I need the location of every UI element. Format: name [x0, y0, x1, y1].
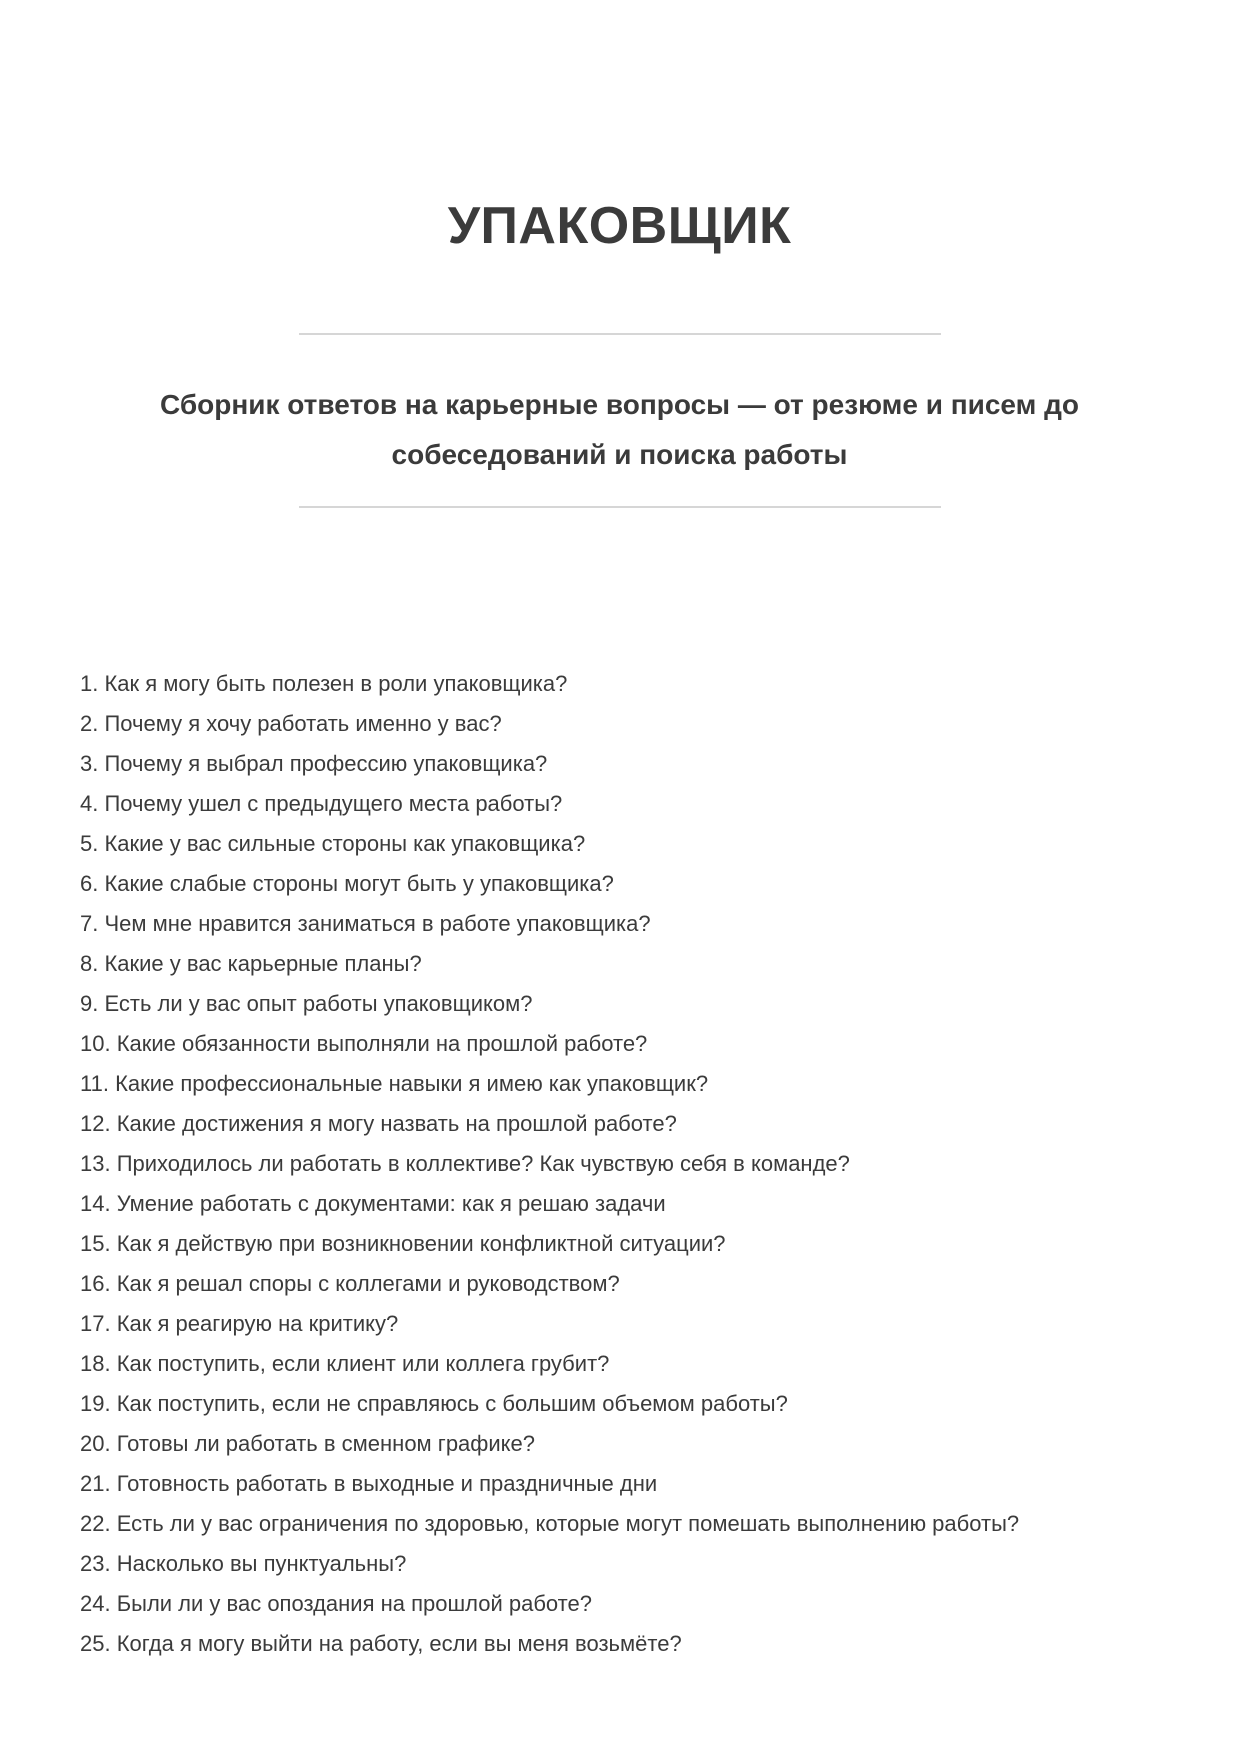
question-item: 12. Какие достижения я могу назвать на прошлой работе? — [80, 1111, 677, 1136]
question-item: 23. Насколько вы пунктуальны? — [80, 1551, 407, 1576]
question-item: 24. Были ли у вас опоздания на прошлой работе? — [80, 1591, 592, 1616]
page-subtitle — [0, 380, 1239, 480]
question-item: 11. Какие профессиональные навыки я имею как упаковщик? — [80, 1071, 709, 1096]
question-item: 22. Есть ли у вас ограничения по здоровью, которые могут помешать выполнению работы? — [80, 1511, 1020, 1536]
subtitle-line-2: собеседований и поиска работы — [391, 439, 848, 470]
question-item: 19. Как поступить, если не справляюсь с большим объемом работы? — [80, 1391, 788, 1416]
question-item: 8. Какие у вас карьерные планы? — [80, 951, 422, 976]
question-item: 10. Какие обязанности выполняли на прошлой работе? — [80, 1031, 648, 1056]
question-item: 6. Какие слабые стороны могут быть у упаковщика? — [80, 871, 614, 896]
question-item: 1. Как я могу быть полезен в роли упаковщика? — [80, 671, 568, 696]
question-item: 9. Есть ли у вас опыт работы упаковщиком? — [80, 991, 533, 1016]
question-item: 20. Готовы ли работать в сменном графике? — [80, 1431, 536, 1456]
question-item: 18. Как поступить, если клиент или коллега грубит? — [80, 1351, 610, 1376]
question-item: 21. Готовность работать в выходные и праздничные дни — [80, 1471, 658, 1496]
question-item: 25. Когда я могу выйти на работу, если вы меня возьмёте? — [80, 1631, 682, 1656]
divider-top — [299, 333, 941, 335]
question-item: 16. Как я решал споры с коллегами и руководством? — [80, 1271, 620, 1296]
question-list — [80, 664, 1199, 1664]
subtitle-line-1: Сборник ответов на карьерные вопросы — от резюме и писем до — [160, 389, 1079, 420]
question-item: 7. Чем мне нравится заниматься в работе упаковщика? — [80, 911, 651, 936]
divider-bottom — [299, 506, 941, 508]
question-item: 14. Умение работать с документами: как я решаю задачи — [80, 1191, 666, 1216]
question-item: 2. Почему я хочу работать именно у вас? — [80, 711, 502, 736]
page-title: УПАКОВЩИК — [447, 197, 792, 255]
question-item: 3. Почему я выбрал профессию упаковщика? — [80, 751, 548, 776]
question-item: 4. Почему ушел с предыдущего места работы? — [80, 791, 563, 816]
question-item: 17. Как я реагирую на критику? — [80, 1311, 399, 1336]
question-item: 5. Какие у вас сильные стороны как упаковщика? — [80, 831, 586, 856]
question-item: 15. Как я действую при возникновении конфликтной ситуации? — [80, 1231, 726, 1256]
question-item: 13. Приходилось ли работать в коллективе? Как чувствую себя в команде? — [80, 1151, 850, 1176]
